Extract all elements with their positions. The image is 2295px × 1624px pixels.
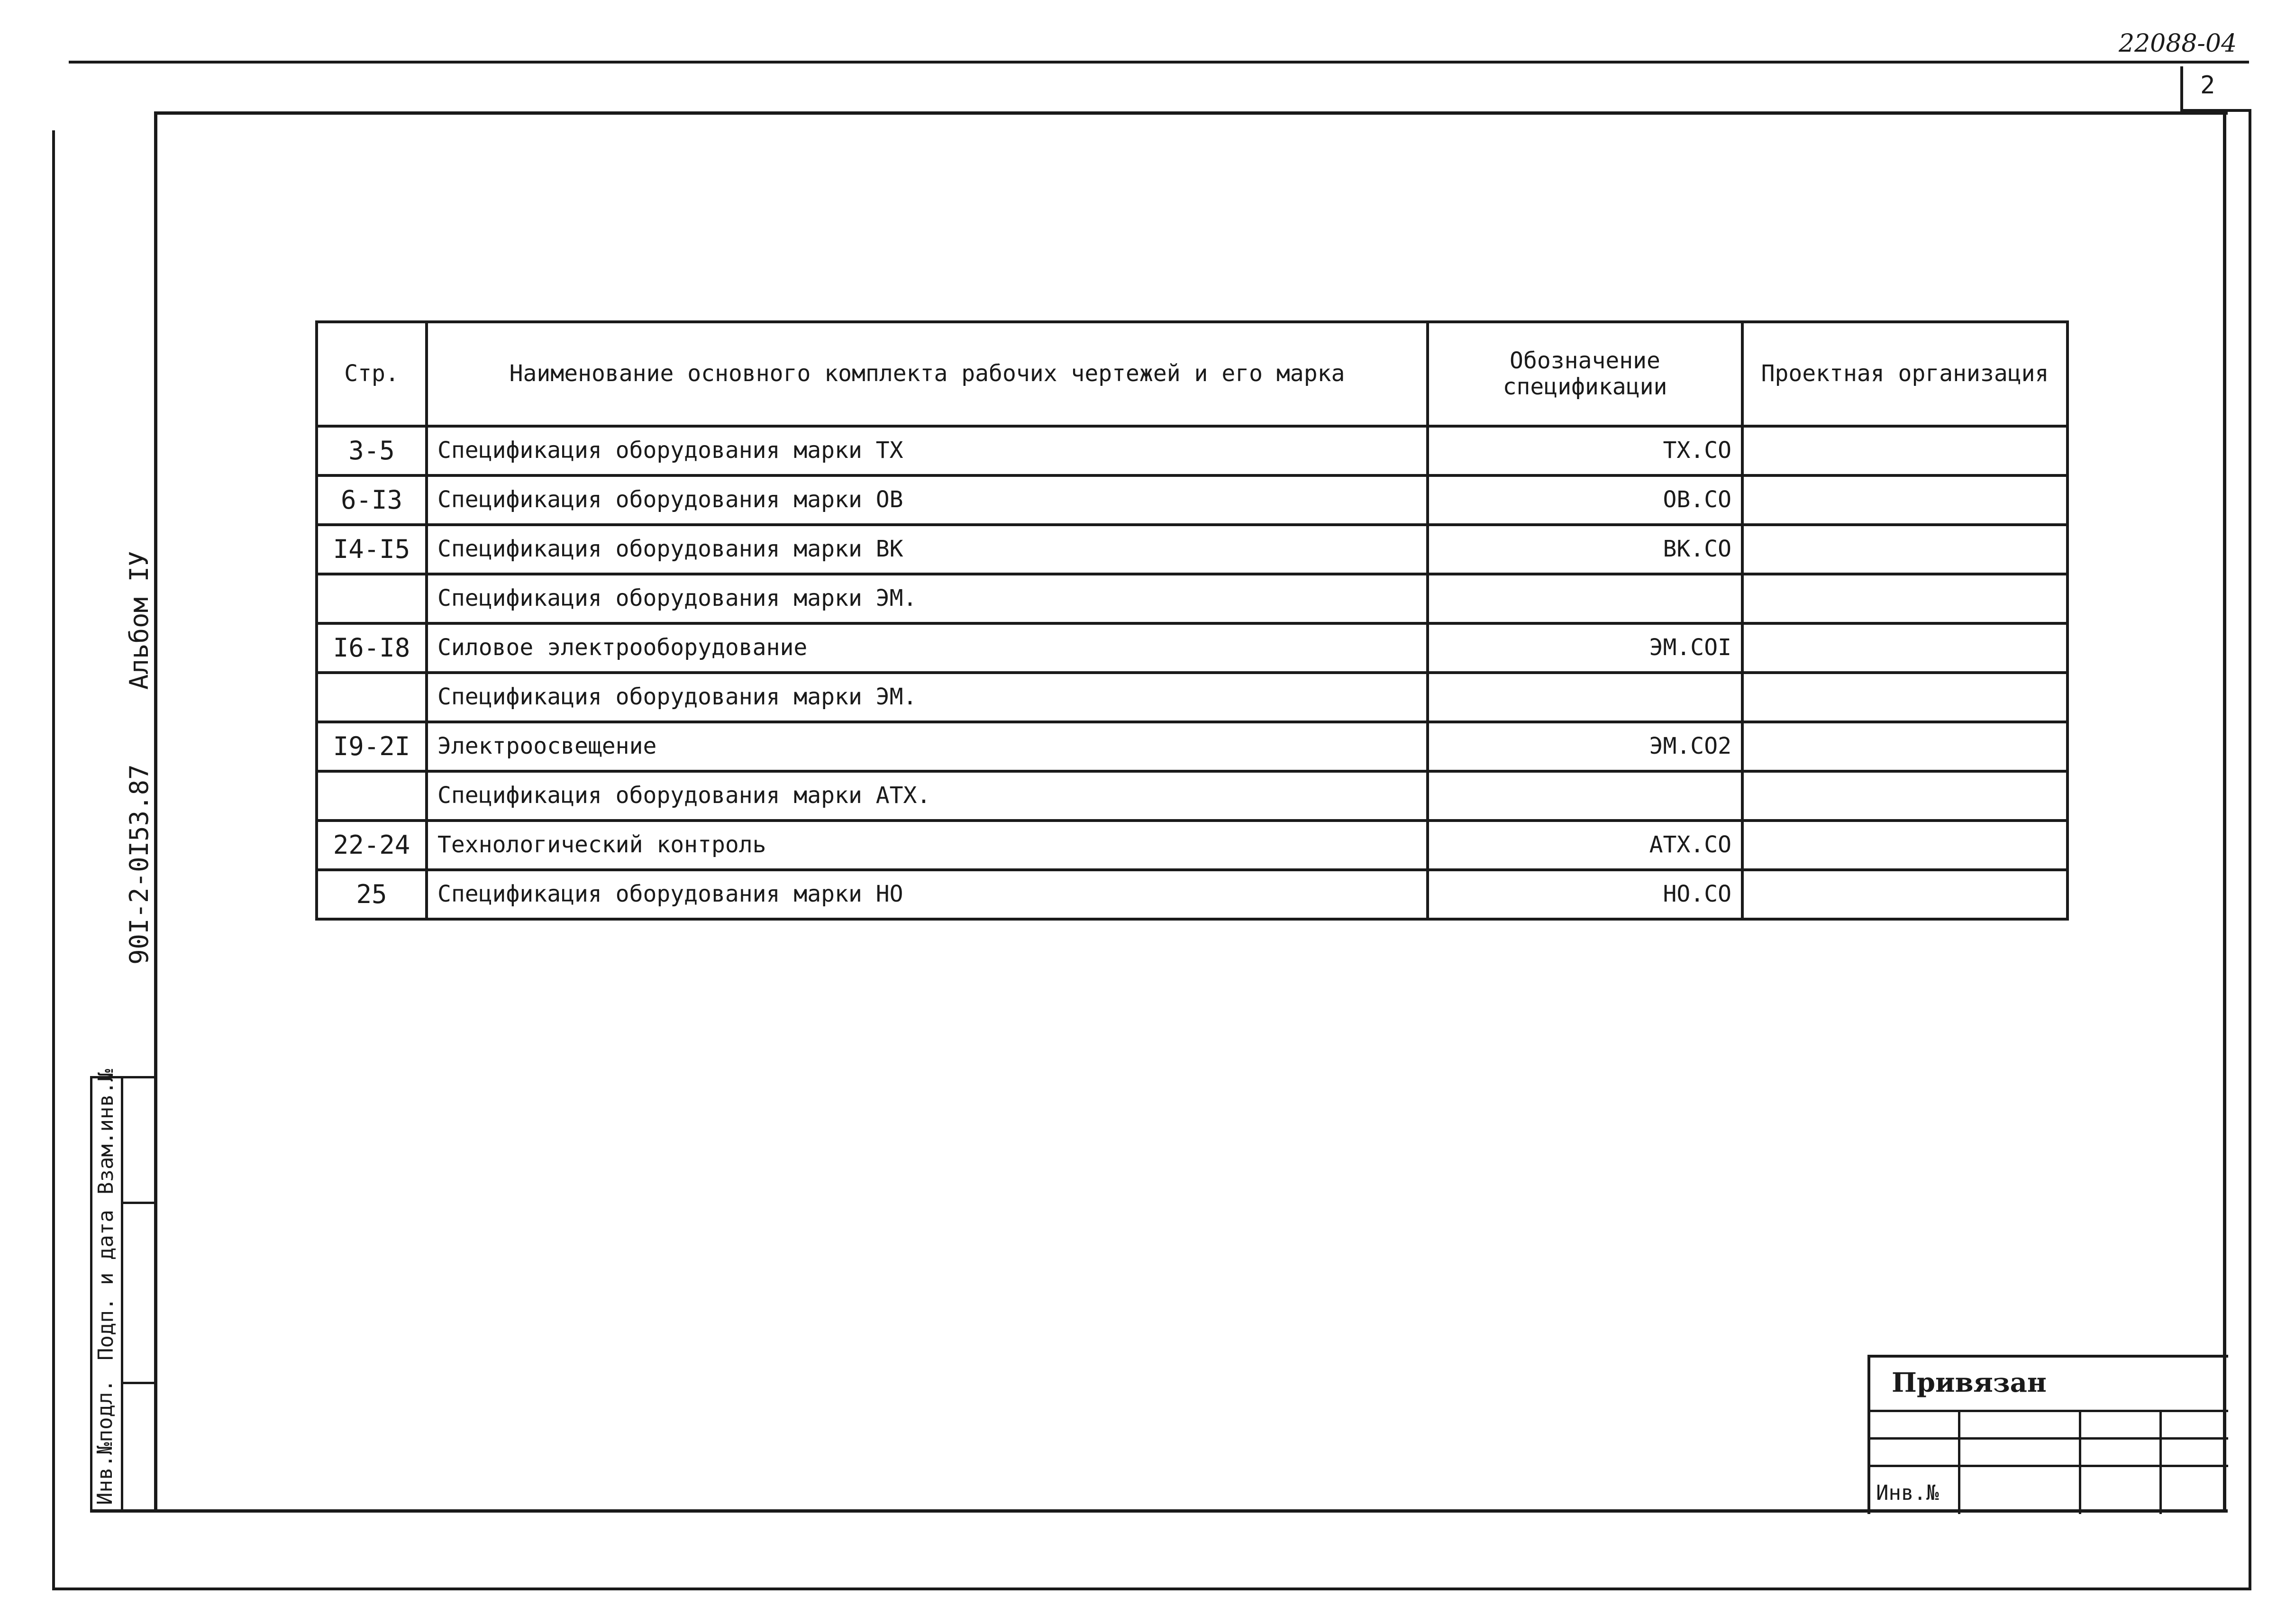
stamp-hline-3 [1870, 1465, 2228, 1467]
page-number: 2 [2200, 71, 2215, 100]
row-org [1742, 722, 2067, 771]
album-label: Альбом IУ [124, 551, 154, 690]
row-org [1742, 475, 2067, 525]
row-name: Спецификация оборудования марки НО [427, 870, 1428, 919]
side-label-inv-podl: Инв.№подл. [93, 1379, 117, 1505]
row-name: Спецификация оборудования марки ЭМ. [427, 673, 1428, 722]
header-name: Наименование основного комплекта рабочих чертежей и его марка [427, 322, 1428, 426]
doc-code: 90I-2-0I53.87 [124, 764, 154, 965]
row-code [1428, 771, 1742, 821]
row-code: ЭМ.СОI [1428, 623, 1742, 673]
stamp-hline-2 [1870, 1437, 2228, 1440]
frame-inner-left [154, 111, 157, 1512]
stamp-hline-1 [1870, 1410, 2228, 1412]
stamp-inv-no: Инв.№ [1876, 1481, 1939, 1505]
header-designation: Обозначение спецификации [1428, 322, 1742, 426]
row-name: Спецификация оборудования марки АТХ. [427, 771, 1428, 821]
table-row [317, 771, 2067, 821]
row-page: I9-2I [317, 722, 427, 771]
stamp-vline-2 [2079, 1410, 2081, 1514]
row-name: Спецификация оборудования марки ТХ [427, 426, 1428, 475]
row-code: НО.СО [1428, 870, 1742, 919]
side-stamp-mid [121, 1076, 123, 1512]
table-row [317, 623, 2067, 673]
row-code [1428, 673, 1742, 722]
frame-inner-right [2223, 111, 2226, 1512]
table-row [317, 475, 2067, 525]
side-label-vzam-inv: Взам.инв.№ [94, 1069, 118, 1195]
row-org [1742, 771, 2067, 821]
stamp-vline-1 [1958, 1410, 1960, 1514]
frame-outer-left [52, 130, 55, 1590]
table-row [317, 821, 2067, 870]
row-page: I6-I8 [317, 623, 427, 673]
binding-stamp [1867, 1355, 2228, 1514]
table-row [317, 722, 2067, 771]
stamp-vline-3 [2159, 1410, 2162, 1514]
row-org [1742, 623, 2067, 673]
row-page: 3-5 [317, 426, 427, 475]
header-organization: Проектная организация [1742, 322, 2067, 426]
row-org [1742, 525, 2067, 574]
row-code: ОВ.СО [1428, 475, 1742, 525]
row-page: 25 [317, 870, 427, 919]
row-code [1428, 574, 1742, 623]
top-rule [69, 61, 2249, 64]
page-box-left [2180, 66, 2183, 114]
row-page: 22-24 [317, 821, 427, 870]
frame-inner-top [154, 111, 2228, 115]
row-code: АТХ.СО [1428, 821, 1742, 870]
row-org [1742, 821, 2067, 870]
table-row [317, 870, 2067, 919]
table-header-row [317, 322, 2067, 426]
row-org [1742, 870, 2067, 919]
row-name: Электроосвещение [427, 722, 1428, 771]
row-page [317, 771, 427, 821]
row-org [1742, 673, 2067, 722]
row-org [1742, 426, 2067, 475]
stamp-title: Привязан [1892, 1367, 2047, 1398]
row-page [317, 673, 427, 722]
row-code: ТХ.СО [1428, 426, 1742, 475]
table-row [317, 574, 2067, 623]
row-name: Спецификация оборудования марки ВК [427, 525, 1428, 574]
specification-table [315, 320, 2069, 921]
frame-outer-bottom [52, 1588, 2251, 1590]
row-name: Спецификация оборудования марки ОВ [427, 475, 1428, 525]
row-name: Технологический контроль [427, 821, 1428, 870]
table-row [317, 525, 2067, 574]
row-page: I4-I5 [317, 525, 427, 574]
side-label-podp-data: Подп. и дата [94, 1210, 118, 1360]
table-row [317, 673, 2067, 722]
row-code: ВК.СО [1428, 525, 1742, 574]
table-row [317, 426, 2067, 475]
side-stamp-div1 [121, 1202, 156, 1204]
row-org [1742, 574, 2067, 623]
row-name: Силовое электрооборудование [427, 623, 1428, 673]
row-page: 6-I3 [317, 475, 427, 525]
header-page: Стр. [317, 322, 427, 426]
row-code: ЭМ.СО2 [1428, 722, 1742, 771]
side-stamp-left [90, 1076, 92, 1512]
row-page [317, 574, 427, 623]
row-name: Спецификация оборудования марки ЭМ. [427, 574, 1428, 623]
side-stamp-div2 [121, 1382, 156, 1384]
sheet-number-handwritten: 22088-04 [2119, 29, 2237, 58]
frame-outer-right [2249, 109, 2251, 1590]
